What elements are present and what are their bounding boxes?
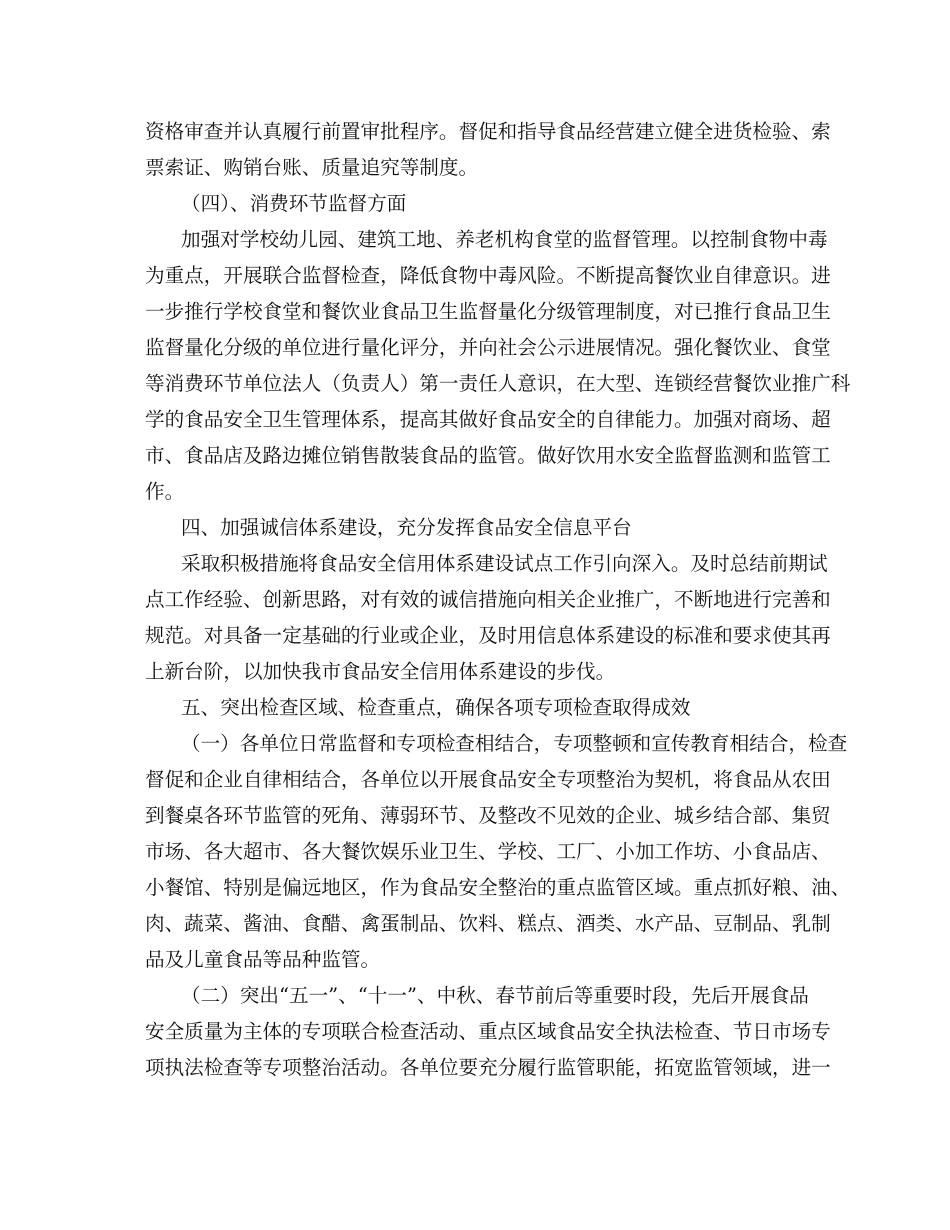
body-text-line: 市场、各大超市、各大餐饮娱乐业卫生、学校、工厂、小加工作坊、小食品店、	[145, 840, 831, 863]
body-text-line: 票索证、购销台账、质量追究等制度。	[145, 156, 479, 179]
body-text-line: （二）突出“五一”、“十一”、中秋、春节前后等重要时段，先后开展食品	[181, 984, 809, 1007]
body-text-line: 上新台阶，以加快我市食品安全信用体系建设的步伐。	[145, 660, 616, 683]
body-text-line: 督促和企业自律相结合，各单位以开展食品安全专项整治为契机，将食品从农田	[145, 768, 831, 791]
body-text-line: 到餐桌各环节监管的死角、薄弱环节、及整改不见效的企业、城乡结合部、集贸	[145, 804, 831, 827]
body-text-line: 监督量化分级的单位进行量化评分，并向社会公示进展情况。强化餐饮业、食堂	[145, 336, 831, 359]
body-text-line: 一步推行学校食堂和餐饮业食品卫生监督量化分级管理制度，对已推行食品卫生	[145, 300, 831, 323]
body-text-line: 项执法检查等专项整治活动。各单位要充分履行监管职能，拓宽监管领域，进一	[145, 1056, 831, 1079]
body-text-line: 品及儿童食品等品种监管。	[145, 948, 381, 971]
section-heading: 五、突出检查区域、检查重点，确保各项专项检查取得成效	[181, 696, 691, 719]
body-text-line: 作。	[145, 480, 185, 503]
body-text-line: 安全质量为主体的专项联合检查活动、重点区域食品安全执法检查、节日市场专	[145, 1020, 831, 1043]
body-text-line: 资格审查并认真履行前置审批程序。督促和指导食品经营建立健全进货检验、索	[145, 120, 831, 143]
section-heading: （四）、消费环节监督方面	[181, 192, 407, 215]
body-text-line: 采取积极措施将食品安全信用体系建设试点工作引向深入。及时总结前期试	[181, 552, 828, 575]
body-text-line: 加强对学校幼儿园、建筑工地、养老机构食堂的监督管理。以控制食物中毒	[181, 228, 828, 251]
body-text-line: 等消费环节单位法人（负责人）第一责任人意识，在大型、连锁经营餐饮业推广科	[145, 372, 851, 395]
body-text-line: 规范。对具备一定基础的行业或企业，及时用信息体系建设的标准和要求使其再	[145, 624, 831, 647]
body-text-line: 市、食品店及路边摊位销售散装食品的监管。做好饮用水安全监督监测和监管工	[145, 444, 831, 467]
body-text-line: 学的食品安全卫生管理体系，提高其做好食品安全的自律能力。加强对商场、超	[145, 408, 831, 431]
section-heading: 四、加强诚信体系建设，充分发挥食品安全信息平台	[181, 516, 632, 539]
body-text-line: 为重点，开展联合监督检查，降低食物中毒风险。不断提高餐饮业自律意识。进	[145, 264, 831, 287]
body-text-line: 肉、蔬菜、酱油、食醋、禽蛋制品、饮料、糕点、酒类、水产品、豆制品、乳制	[145, 912, 831, 935]
body-text-line: 小餐馆、特别是偏远地区，作为食品安全整治的重点监管区域。重点抓好粮、油、	[145, 876, 851, 899]
body-text-line: 点工作经验、创新思路，对有效的诚信措施向相关企业推广，不断地进行完善和	[145, 588, 831, 611]
body-text-line: （一）各单位日常监督和专项检查相结合，专项整顿和宣传教育相结合，检查	[181, 732, 848, 755]
